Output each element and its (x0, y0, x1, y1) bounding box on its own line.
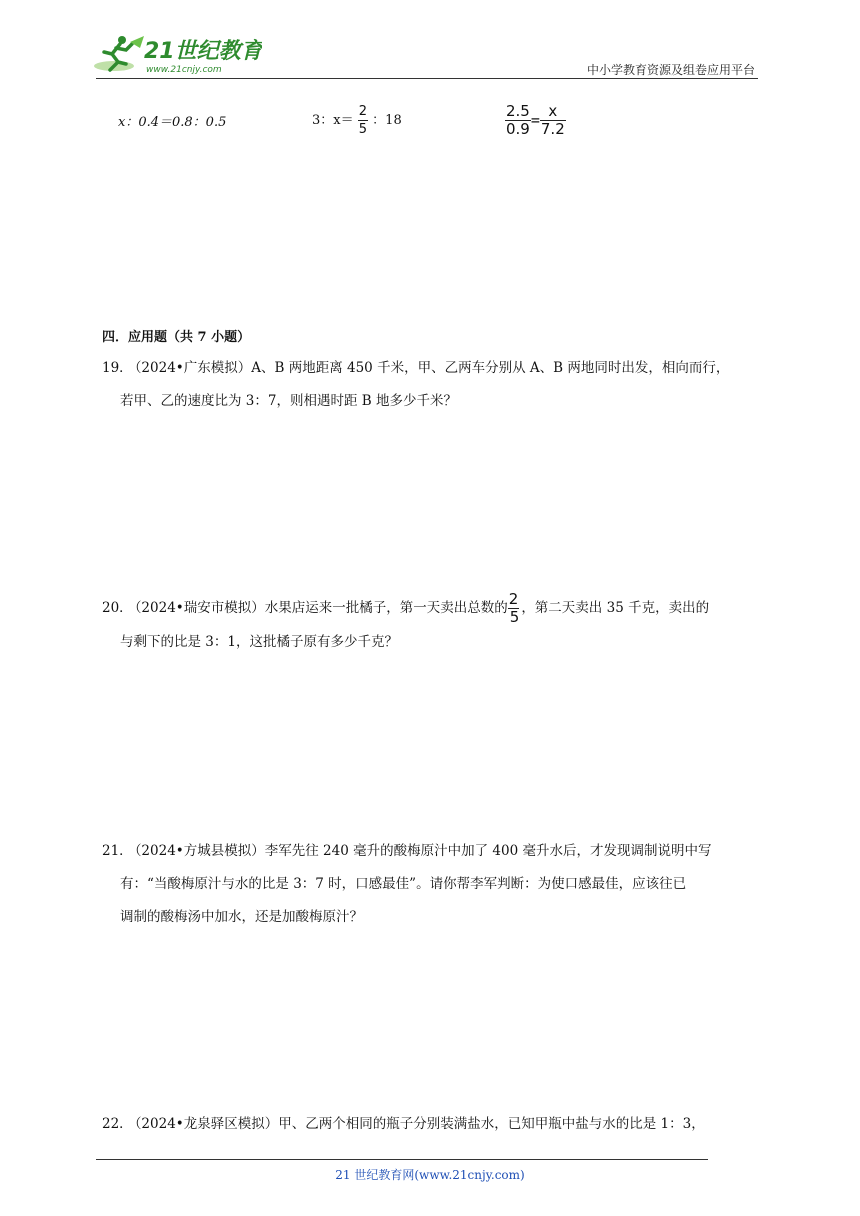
fraction-numerator: 2.5 (506, 102, 530, 120)
equation-3-right-fraction (540, 103, 566, 138)
question-21 (102, 835, 762, 934)
header-divider (96, 78, 758, 79)
question-line: 与剩下的比是 3：1，这批橘子原有多少千克？ (120, 634, 398, 650)
equation-2-left: 3：x＝ (312, 113, 354, 128)
question-line: 若甲、乙的速度比为 3：7，则相遇时距 B 地多少千米？ (120, 393, 457, 409)
equation-3 (505, 103, 566, 138)
question-line: （2024•方城县模拟）李军先往 240 毫升的酸梅原汁中加了 400 毫升水后，才发现调制说明中写 (134, 843, 712, 859)
equation-2-fraction (358, 103, 368, 138)
question-number: 21． (102, 843, 133, 859)
question-line: （2024•瑞安市模拟）水果店运来一批橘子，第一天卖出总数的 (134, 600, 508, 616)
logo-url: www.21cnjy.com (146, 65, 222, 75)
equation-1-text: x：0.4＝0.8：0.5 (118, 115, 227, 130)
question-line: 有：“当酸梅原汁与水的比是 3：7 时，口感最佳”。请你帮李军判断：为使口感最佳，应该往已 (120, 876, 687, 892)
platform-name: 中小学教育资源及组卷应用平台 (586, 63, 755, 77)
question-19 (102, 352, 762, 418)
fraction-denominator: 5 (358, 122, 368, 137)
question-20 (102, 591, 762, 659)
site-logo (92, 34, 262, 78)
question-22 (102, 1108, 762, 1141)
logo-text: 21世纪教育 (144, 39, 262, 64)
equation-2-right: ：18 (372, 113, 402, 128)
question-line: （2024•广东模拟）A、B 两地距离 450 千米，甲、乙两车分别从 A、B 两地同时出发，相向而行， (134, 360, 730, 376)
equation-3-left-fraction (505, 103, 531, 138)
runner-logo-icon (92, 34, 262, 78)
question-line: 调制的酸梅汤中加水，还是加酸梅原汁？ (120, 909, 363, 925)
question-line: （2024•龙泉驿区模拟）甲、乙两个相同的瓶子分别装满盐水，已知甲瓶中盐与水的比是 1：3， (134, 1116, 705, 1132)
question-number: 22． (102, 1116, 133, 1132)
equation-2 (312, 103, 402, 138)
question-number: 20． (102, 600, 133, 616)
fraction-numerator: 2 (508, 590, 519, 608)
question-number: 19． (102, 360, 133, 376)
footer-divider (96, 1159, 708, 1160)
fraction-denominator: 7.2 (540, 120, 565, 138)
question-20-fraction (508, 591, 522, 626)
footer-link[interactable]: 21 世纪教育网(www.21cnjy.com) (335, 1168, 525, 1182)
fraction-denominator: 5 (509, 608, 520, 626)
fraction-denominator: 0.9 (506, 120, 530, 138)
question-line: ，第二天卖出 35 千克，卖出的 (521, 600, 710, 616)
fraction-numerator: x (540, 103, 566, 121)
section-title: 四．应用题（共 7 小题） (102, 330, 251, 345)
equation-1 (118, 111, 226, 130)
fraction-numerator: 2 (358, 104, 368, 119)
equals-sign: = (530, 111, 540, 129)
